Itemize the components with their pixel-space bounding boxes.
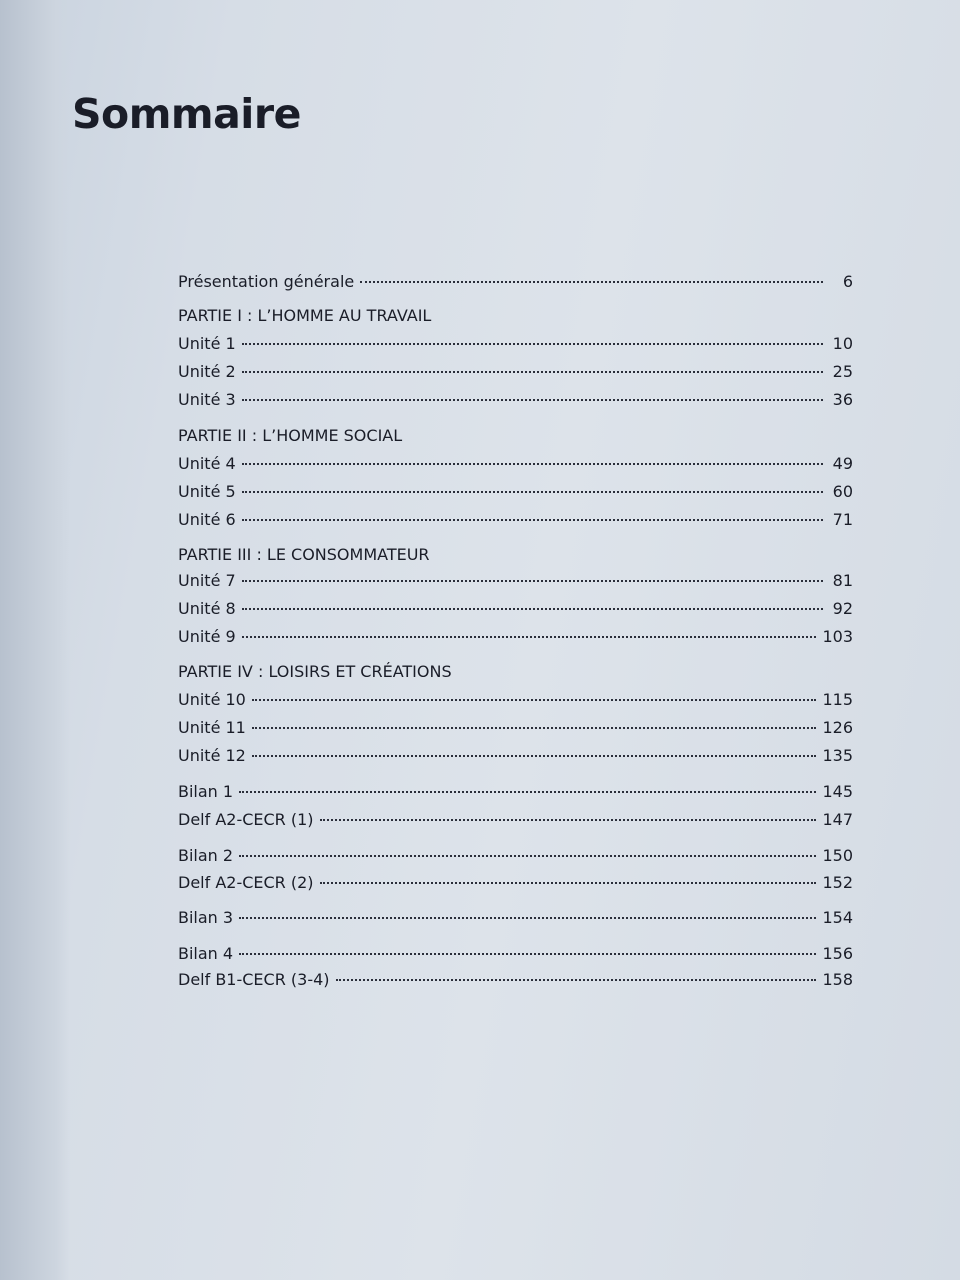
toc-entry-unit <box>178 362 853 388</box>
toc-entry-page: 36 <box>832 390 853 409</box>
dot-leader <box>242 343 823 345</box>
toc-entry-label: Unité 7 <box>178 571 236 590</box>
toc-entry-page: 71 <box>832 510 853 529</box>
toc-entry-unit <box>178 482 853 508</box>
part-heading-1: PARTIE I : L’HOMME AU TRAVAIL <box>178 306 432 325</box>
toc-entry-label: Delf A2-CECR (2) <box>178 873 314 892</box>
part-heading-2: PARTIE II : L’HOMME SOCIAL <box>178 426 403 445</box>
toc-entry-appendix <box>178 810 853 836</box>
part-heading-4: PARTIE IV : LOISIRS ET CRÉATIONS <box>178 662 452 681</box>
toc-entry-page: 147 <box>822 810 853 829</box>
dot-leader <box>242 399 823 401</box>
toc-entry-appendix <box>178 873 853 899</box>
toc-entry-page: 6 <box>842 272 853 291</box>
toc-entry-unit <box>178 510 853 536</box>
toc-entry-unit <box>178 627 853 653</box>
toc-entry-page: 156 <box>822 944 853 963</box>
dot-leader <box>239 855 816 857</box>
dot-leader <box>242 371 823 373</box>
dot-leader <box>360 281 823 283</box>
toc-entry-label: Unité 2 <box>178 362 236 381</box>
toc-entry-page: 135 <box>822 746 853 765</box>
toc-entry-page: 126 <box>822 718 853 737</box>
toc-entry-unit <box>178 454 853 480</box>
toc-entry-page: 49 <box>832 454 853 473</box>
toc-entry-page: 10 <box>832 334 853 353</box>
toc-entry-label: Unité 3 <box>178 390 236 409</box>
toc-entry-unit <box>178 746 853 772</box>
dot-leader <box>336 979 817 981</box>
dot-leader <box>252 699 817 701</box>
toc-entry-label: Unité 6 <box>178 510 236 529</box>
dot-leader <box>239 953 816 955</box>
toc-entry-label: Unité 10 <box>178 690 246 709</box>
dot-leader <box>320 819 817 821</box>
dot-leader <box>242 608 823 610</box>
toc-entry-label: Unité 8 <box>178 599 236 618</box>
toc-entry-appendix <box>178 846 853 872</box>
toc-entry-label: Bilan 4 <box>178 944 234 963</box>
toc-entry-unit <box>178 334 853 360</box>
toc-entry-page: 158 <box>822 970 853 989</box>
toc-entry-page: 81 <box>832 571 853 590</box>
dot-leader <box>239 791 816 793</box>
toc-entry-unit <box>178 390 853 416</box>
dot-leader <box>252 755 817 757</box>
dot-leader <box>320 882 817 884</box>
page-title: Sommaire <box>72 90 301 138</box>
toc-entry-label: Présentation générale <box>178 272 355 291</box>
toc-entry-label: Bilan 3 <box>178 908 234 927</box>
toc-entry-label: Delf B1-CECR (3-4) <box>178 970 330 989</box>
toc-entry-appendix <box>178 782 853 808</box>
toc-entry-page: 115 <box>822 690 853 709</box>
toc-entry-label: Unité 9 <box>178 627 236 646</box>
toc-entry-appendix <box>178 944 853 970</box>
toc-entry-page: 145 <box>822 782 853 801</box>
dot-leader <box>252 727 817 729</box>
toc-entry-appendix <box>178 908 853 934</box>
toc-entry-label: Unité 5 <box>178 482 236 501</box>
toc-entry-presentation <box>178 272 853 298</box>
dot-leader <box>242 580 823 582</box>
part-heading-3: PARTIE III : LE CONSOMMATEUR <box>178 545 430 564</box>
toc-entry-page: 103 <box>822 627 853 646</box>
toc-entry-page: 150 <box>822 846 853 865</box>
toc-entry-label: Bilan 1 <box>178 782 234 801</box>
toc-entry-appendix <box>178 970 853 996</box>
dot-leader <box>239 917 816 919</box>
toc-entry-label: Bilan 2 <box>178 846 234 865</box>
dot-leader <box>242 491 823 493</box>
toc-entry-unit <box>178 718 853 744</box>
dot-leader <box>242 636 817 638</box>
toc-entry-page: 92 <box>832 599 853 618</box>
toc-entry-label: Unité 4 <box>178 454 236 473</box>
toc-entry-page: 60 <box>832 482 853 501</box>
toc-entry-label: Unité 12 <box>178 746 246 765</box>
toc-entry-unit <box>178 690 853 716</box>
toc-entry-page: 154 <box>822 908 853 927</box>
toc-entry-page: 152 <box>822 873 853 892</box>
toc-entry-label: Unité 1 <box>178 334 236 353</box>
toc-entry-unit <box>178 571 853 597</box>
dot-leader <box>242 519 823 521</box>
dot-leader <box>242 463 823 465</box>
toc-entry-page: 25 <box>832 362 853 381</box>
toc-entry-unit <box>178 599 853 625</box>
toc-entry-label: Delf A2-CECR (1) <box>178 810 314 829</box>
toc-entry-label: Unité 11 <box>178 718 246 737</box>
